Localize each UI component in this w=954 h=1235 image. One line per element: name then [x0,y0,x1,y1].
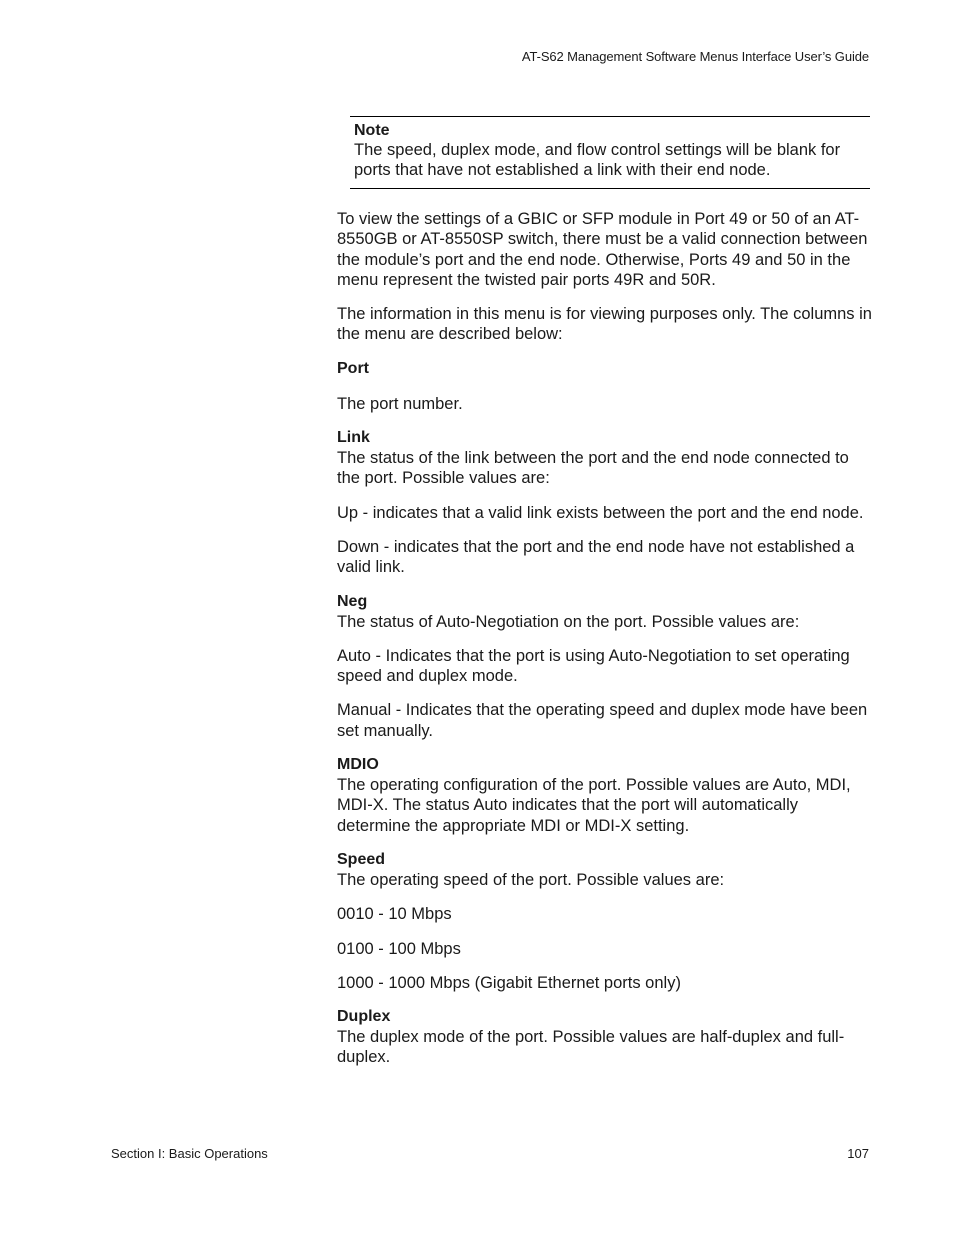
section-paragraph: Down - indicates that the port and the end node have not established a valid link. [337,537,855,577]
section-paragraph: 0010 - 10 Mbps [337,905,452,924]
note-box [350,116,870,189]
section-heading-port: Port [337,359,369,377]
section-heading-duplex: Duplex [337,1008,391,1026]
section-paragraph: 1000 - 1000 Mbps (Gigabit Ethernet ports only) [337,973,681,992]
page-number: 107 [847,1146,869,1161]
section-heading-neg: Neg [337,592,368,610]
section-heading-speed: Speed [337,850,386,868]
section-heading-mdio: MDIO [337,756,379,774]
note-text: The speed, duplex mode, and flow control settings will be blank for ports that have not established a link with their end node. [354,141,841,180]
intro-paragraph: The information in this menu is for viewing purposes only. The columns in the menu are described below: [337,305,872,344]
section-paragraph: Auto - Indicates that the port is using Auto-Negotiation to set operating speed and duplex mode. [337,646,850,686]
body-content [337,209,872,1082]
footer-section: Section I: Basic Operations [111,1146,268,1161]
section-paragraph: The port number. [337,394,463,413]
note-title: Note [354,122,390,139]
intro-paragraph: To view the settings of a GBIC or SFP module in Port 49 or 50 of an AT-8550GB or AT-8550SP switch, there must be a valid connection between the module’s port and the end node. Otherwise, Ports 49 and 50 in the menu represent the twisted pair ports 49R and 50R. [337,210,868,289]
section-paragraph: The status of the link between the port and the end node connected to the port. Possible values are: [337,449,849,488]
section-paragraph: 0100 - 100 Mbps [337,939,461,958]
section-paragraph: The operating configuration of the port. Possible values are Auto, MDI, MDI-X. The status Auto indicates that the port will automatically determine the appropriate MDI or MDI-X setting. [337,776,851,835]
section-heading-link: Link [337,429,370,447]
running-header: AT-S62 Management Software Menus Interface User’s Guide [521,49,869,64]
section-paragraph: The duplex mode of the port. Possible values are half-duplex and full-duplex. [337,1028,845,1067]
section-paragraph: The status of Auto-Negotiation on the port. Possible values are: [337,612,800,631]
section-paragraph: Manual - Indicates that the operating speed and duplex mode have been set manually. [337,701,868,740]
section-paragraph: The operating speed of the port. Possible values are: [337,870,725,889]
section-paragraph: Up - indicates that a valid link exists between the port and the end node. [337,503,864,522]
